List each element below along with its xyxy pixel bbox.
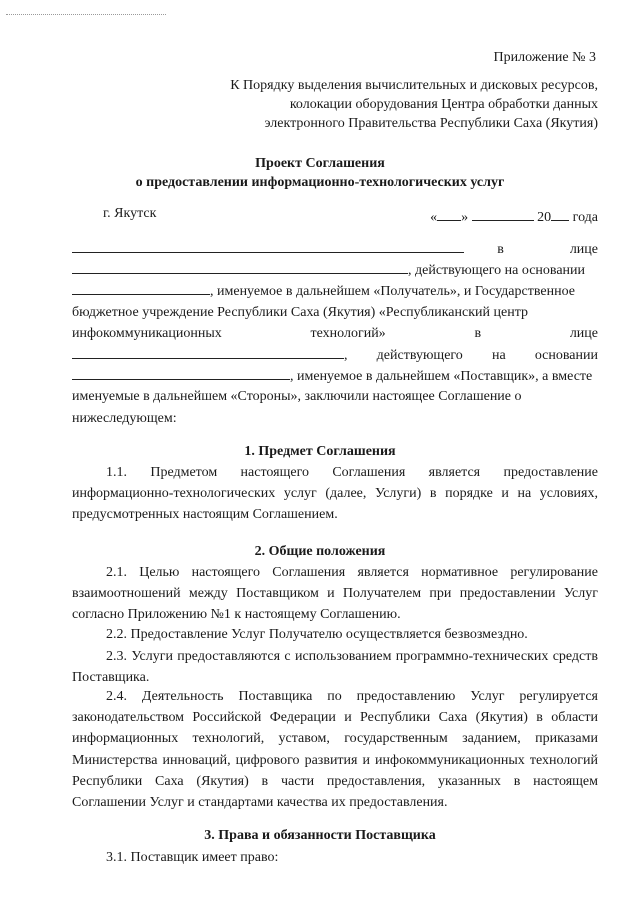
- parties-line-1: [72, 238, 598, 259]
- clause-2-4: [72, 686, 598, 813]
- parties-text: технологий»: [310, 325, 386, 341]
- parties-line-4: [72, 302, 598, 323]
- clause-2-1: [72, 562, 598, 626]
- section-2-title: 2. Общие положения: [254, 544, 386, 559]
- city: г. Якутск: [103, 206, 157, 221]
- clause-text: 2.1. Целью настоящего Соглашения является нормативное регулирование взаимоотношений между Поставщиком и Получателем при предоставлении Услуг согласно Приложению №1 к настоящему Соглашению.: [72, 565, 598, 623]
- clause-text: 3.1. Поставщик имеет право:: [106, 850, 279, 865]
- parties-line-9: [72, 408, 598, 429]
- parties-text: действующего: [376, 347, 463, 363]
- parties-text: ,: [344, 347, 348, 363]
- parties-text: нижеследующем:: [72, 410, 177, 426]
- appendix-number: Приложение № 3: [493, 50, 596, 65]
- date-field: [430, 206, 598, 226]
- date-close-quote: »: [461, 210, 469, 225]
- parties-text: основании: [534, 347, 598, 363]
- word-litse: лице: [569, 242, 598, 257]
- parties-text: , именуемое в дальнейшем «Поставщик», а вместе: [290, 369, 593, 385]
- year-prefix: 20: [537, 210, 552, 225]
- parties-text: на: [491, 347, 506, 363]
- order-reference-line: колокации оборудования Центра обработки данных: [289, 97, 598, 112]
- order-reference-line: электронного Правительства Республики Саха (Якутия): [264, 116, 598, 131]
- clause-3-1: [72, 847, 598, 868]
- section-3-title: 3. Права и обязанности Поставщика: [204, 828, 436, 843]
- word-v: в: [497, 242, 504, 257]
- parties-text: именуемые в дальнейшем «Стороны», заключили настоящее Соглашение о: [72, 389, 522, 405]
- clause-text: 2.2. Предоставление Услуг Получателю осуществляется безвозмездно.: [106, 627, 528, 642]
- order-reference: [178, 76, 598, 133]
- day-blank[interactable]: [437, 206, 461, 221]
- document-subtitle: о предоставлении информационно-технологических услуг: [135, 175, 505, 190]
- clause-text: 2.3. Услуги предоставляются с использованием программно-технических средств Поставщика.: [72, 649, 598, 686]
- parties-line-5: [72, 323, 598, 344]
- scan-artifact-line: [6, 14, 166, 15]
- clause-2-2: [72, 624, 598, 645]
- parties-text: бюджетное учреждение Республики Саха (Якутия) «Республиканский центр: [72, 304, 529, 320]
- parties-line-7: [72, 365, 598, 386]
- parties-text: , действующего на основании: [408, 263, 586, 279]
- clause-text: 2.4. Деятельность Поставщика по предоставлению Услуг регулируется законодательством Российской Федерации и Республики Саха (Якутия) в области информационных технологий, уставом, государственным заданием, приказами Министерства инноваций, цифрового развития и инфокоммуникационных технологий Республики Саха (Якутия) в части предоставления, указанных в настоящем Соглашении Услуг и стандартами качества их предоставления.: [72, 689, 598, 811]
- recipient-name-blank[interactable]: [72, 238, 464, 253]
- parties-line-6: [72, 344, 598, 365]
- clause-2-3: [72, 646, 598, 688]
- year-suffix: года: [572, 210, 598, 225]
- parties-paragraph: [72, 238, 598, 429]
- place-date-row: [103, 206, 598, 226]
- section-1-title: 1. Предмет Соглашения: [244, 444, 396, 459]
- supplier-representative-blank[interactable]: [72, 344, 344, 359]
- parties-text: лице: [569, 325, 598, 341]
- clause-text: 1.1. Предметом настоящего Соглашения является предоставление информационно-технологических услуг (далее, Услуги) в порядке и на условиях, предусмотренных настоящим Соглашением.: [72, 465, 598, 523]
- year-blank[interactable]: [551, 206, 569, 221]
- recipient-basis-blank[interactable]: [72, 280, 210, 295]
- recipient-representative-blank[interactable]: [72, 259, 408, 274]
- document-title: Проект Соглашения: [255, 156, 385, 171]
- parties-line-3: [72, 280, 598, 301]
- order-reference-line: К Порядку выделения вычислительных и дисковых ресурсов,: [230, 78, 598, 93]
- parties-line-2: [72, 259, 598, 280]
- parties-line-8: [72, 386, 598, 407]
- parties-text: в: [474, 325, 482, 341]
- clause-1-1: [72, 462, 598, 526]
- parties-text: , именуемое в дальнейшем «Получатель», и Государственное: [210, 284, 575, 300]
- supplier-basis-blank[interactable]: [72, 365, 290, 380]
- month-blank[interactable]: [472, 206, 534, 221]
- date-open-quote: «: [430, 210, 438, 225]
- parties-text: инфокоммуникационных: [72, 325, 222, 341]
